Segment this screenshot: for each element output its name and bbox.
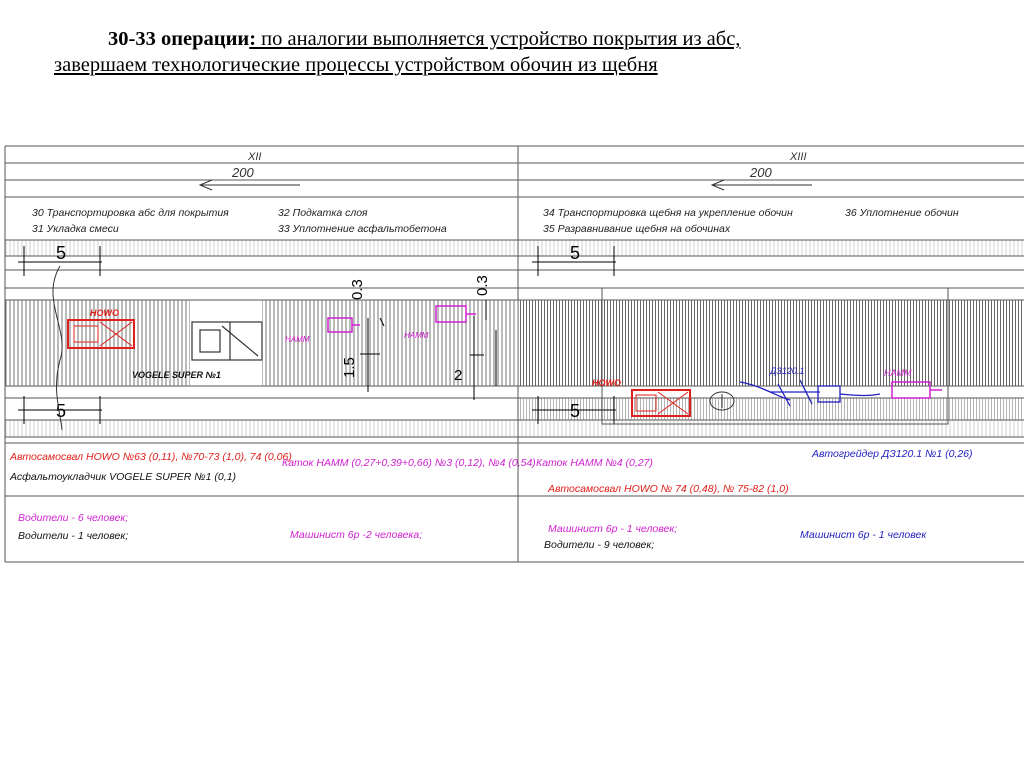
paver-vogele: [192, 322, 262, 360]
title-operations: 30-33 операции: [108, 28, 250, 50]
truck-label-left: HOWO: [90, 308, 119, 318]
roller-label-right: HAMM: [884, 368, 912, 378]
op-33-label: 33 Уплотнение асфальтобетона: [278, 223, 447, 235]
note-roller-right: Каток HAMM №4 (0,27): [536, 457, 653, 469]
note-rollers-left: Каток HAMM (0,27+0,39+0,66) №3 (0,12), №4 (0,54): [282, 457, 536, 469]
distance-label-left: 200: [232, 165, 254, 180]
note-operators-right-b: Машинист 6р - 1 человек: [800, 529, 927, 541]
note-drivers-black: Водители - 1 человек;: [18, 530, 129, 542]
paver-label: VOGELE SUPER №1: [132, 370, 221, 380]
note-operators-left: Машинист 6р -2 человека;: [290, 529, 423, 541]
title-colon: :: [249, 28, 257, 50]
dim-0-3-b: 0.3: [474, 275, 491, 296]
op-30-label: 30 Транспортировка абс для покрытия: [32, 207, 229, 219]
op-32-label: 32 Подкатка слоя: [278, 207, 368, 219]
title-line-1: [40, 26, 1000, 52]
page-title: [40, 26, 1000, 78]
direction-arrow-left: [200, 180, 300, 190]
dim-5-left-top: 5: [56, 243, 67, 263]
grader-label: ДЗ120.1: [770, 366, 805, 376]
roller-label-a: HAMM: [285, 335, 310, 344]
direction-arrow-right: [712, 180, 812, 190]
dim-0-3-a: 0.3: [349, 279, 366, 300]
note-drivers-right: Водители - 9 человек;: [544, 539, 655, 551]
note-grader: Автогрейдер ДЗ120.1 №1 (0,26): [812, 448, 973, 460]
op-35-label: 35 Разравнивание щебня на обочинах: [543, 223, 731, 235]
section-label-left: XII: [248, 151, 262, 163]
title-line-2: завершаем технологические процессы устройством обочин из щебня: [54, 54, 658, 76]
note-drivers-red: Водители - 6 человек;: [18, 512, 129, 524]
note-paver: Асфальтоукладчик VOGELE SUPER №1 (0,1): [10, 471, 237, 483]
dim-5-right-bottom: 5: [570, 401, 581, 421]
title-line-1-text: по аналогии выполняется устройство покрытия из абс,: [256, 28, 741, 50]
truck-label-right: HOWO: [592, 378, 621, 388]
op-31-label: 31 Укладка смеси: [32, 223, 119, 235]
dim-1-5: 1.5: [341, 357, 358, 378]
dim-2: 2: [454, 367, 463, 384]
section-label-right: XIII: [790, 151, 807, 163]
op-36-label: 36 Уплотнение обочин: [845, 207, 959, 219]
dim-5-left-bottom: 5: [56, 401, 67, 421]
technological-scheme: [0, 140, 1024, 565]
op-34-label: 34 Транспортировка щебня на укрепление обочин: [543, 207, 793, 219]
roller-label-b: HAMM: [404, 331, 429, 340]
dim-5-right-top: 5: [570, 243, 581, 263]
note-operators-right-a: Машинист 6р - 1 человек;: [548, 523, 678, 535]
note-trucks-right: Автосамосвал HOWO № 74 (0,48), № 75-82 (1,0): [548, 483, 789, 495]
note-trucks-left: Автосамосвал HOWO №63 (0,11), №70-73 (1,0), 74 (0,06): [10, 451, 292, 463]
distance-label-right: 200: [750, 165, 772, 180]
